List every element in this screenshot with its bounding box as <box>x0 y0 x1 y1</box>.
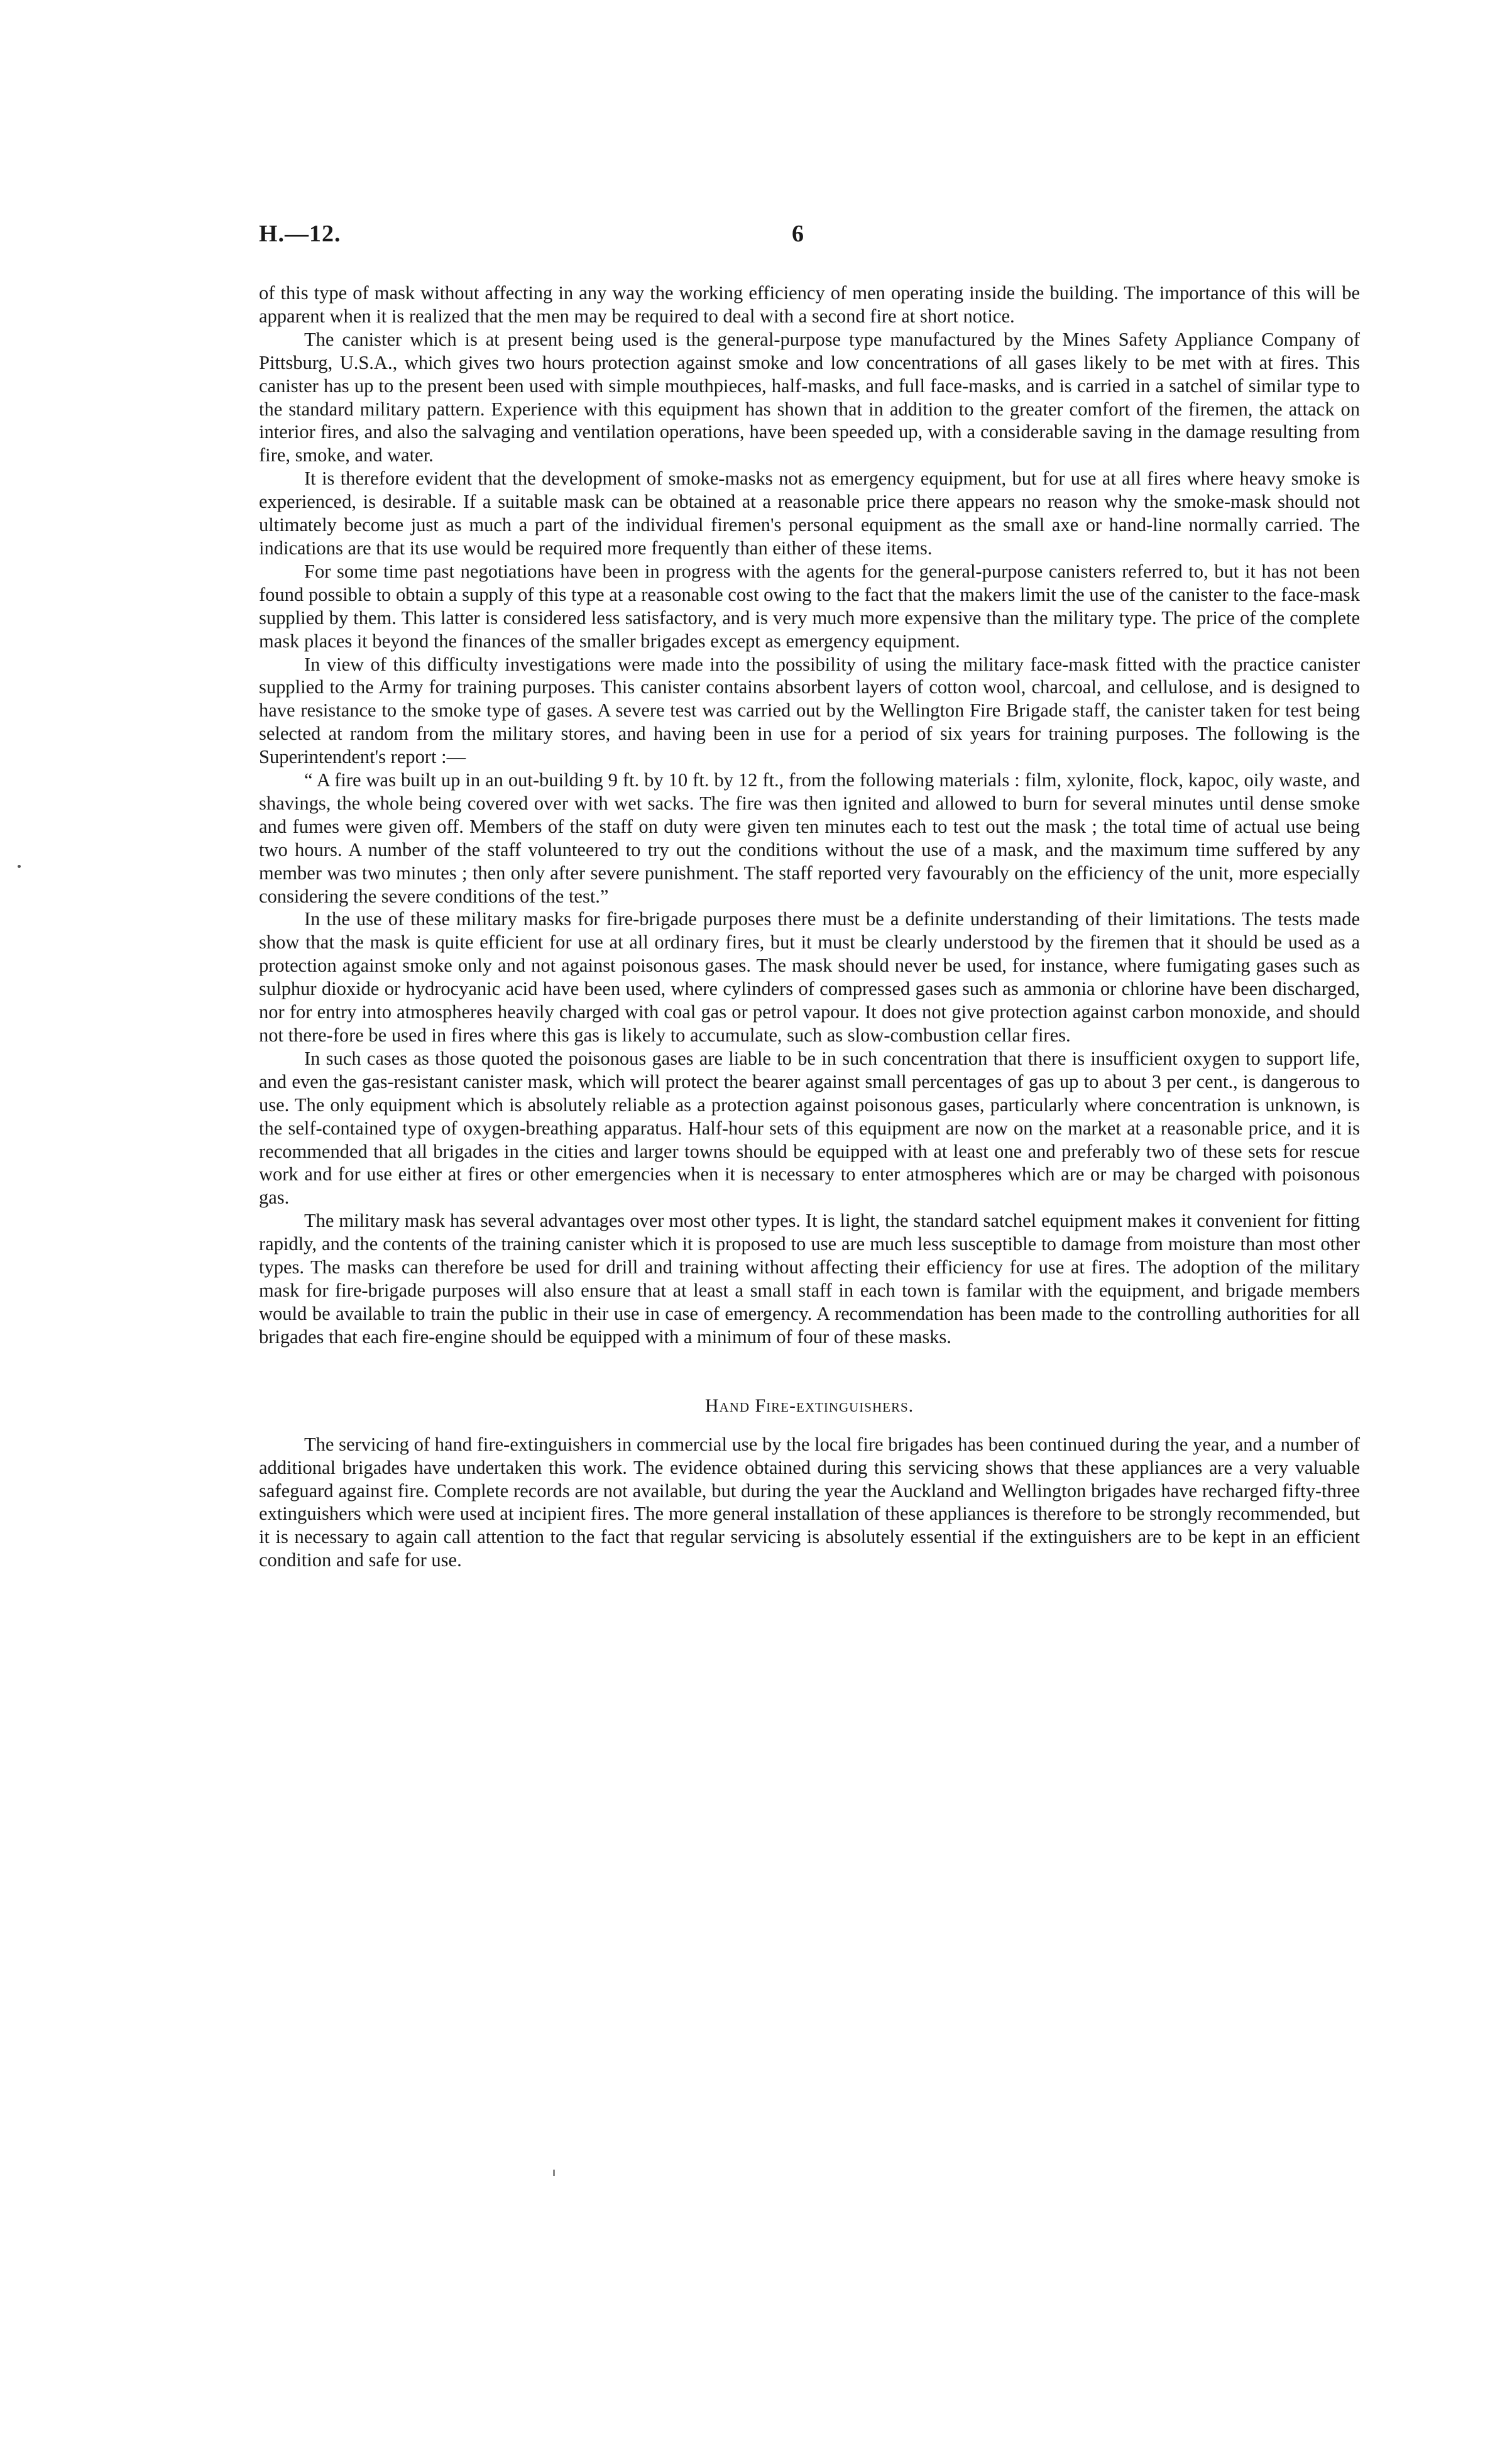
page-number: 6 <box>792 221 804 247</box>
running-head <box>259 220 1360 258</box>
section-text <box>259 1433 1360 1572</box>
paragraph-military-mask: The military mask has several advantages over most other types. It is light, the standard satchel equipment makes it convenient for fitting rapidly, and the contents of the training canister which it is proposed to use are much less susceptible to damage from moisture than most other types. The masks can therefore be used for drill and training without affecting their efficiency for use at fires. The adoption of the military mask for fire-brigade purposes will also ensure that at least a small staff in each town is familar with the equipment, and brigade members would be available to train the public in their use in case of emergency. A recommendation has been made to the controlling authorities for all brigades that each fire-engine should be equipped with a minimum of four of these masks. <box>259 1210 1360 1348</box>
tail-mark <box>553 2170 555 2176</box>
paragraph-investigations: In view of this difficulty investigations were made into the possibility of using the military face-mask fitted with the practice canister supplied to the Army for training purposes. This canister contains absorbent layers of cotton wool, charcoal, and cellulose, and is designed to have resistance to the smoke type of gases. A severe test was carried out by the Wellington Fire Brigade staff, the canister taken for test being selected at random from the military stores, and having been in use for a period of six years for training purposes. The following is the Superintendent's report :— <box>259 653 1360 768</box>
document-page <box>259 220 1360 1572</box>
paragraph-limitations: In the use of these military masks for fire-brigade purposes there must be a definite understanding of their limitations. The tests made show that the mask is quite efficient for use at all ordinary fires, but it must be clearly understood by the firemen that it should be used as a protection against smoke only and not against poisonous gases. The mask should never be used, for instance, where fumigating gases such as sulphur dioxide or hydrocyanic acid have been used, where cylinders of compressed gases such as ammonia or chlorine have been discharged, nor for entry into atmospheres heavily charged with coal gas or petrol vapour. It does not give protection against carbon monoxide, and should not there-fore be used in fires where this gas is likely to accumulate, such as slow-combustion cellar fires. <box>259 908 1360 1046</box>
paragraph-poisonous-gases: In such cases as those quoted the poisonous gases are liable to be in such concentration that there is insufficient oxygen to support life, and even the gas-resistant canister mask, which will protect the bearer against small percentages of gas up to about 3 per cent., is dangerous to use. The only equipment which is absolutely reliable as a protection against poisonous gases, particularly where concentration is unknown, is the self-contained type of oxygen-breathing apparatus. Half-hour sets of this equipment are now on the market at a reasonable price, and it is recommended that all brigades in the cities and larger towns should be equipped with at least one and preferably two of these sets for rescue work and for use either at fires or other emergencies when it is necessary to enter atmospheres which are or may be charged with poisonous gas. <box>259 1047 1360 1209</box>
paragraph-extinguishers: The servicing of hand fire-extinguishers in commercial use by the local fire brigades has been continued during the year, and a number of additional brigades have undertaken this work. The evidence obtained during this servicing shows that these appliances are a very valuable safeguard against fire. Complete records are not available, but during the year the Auckland and Wellington brigades have recharged fifty-three extinguishers which were used at incipient fires. The more general installation of these appliances is therefore to be strongly recommended, but it is necessary to again call attention to the fact that regular servicing is absolutely essential if the extinguishers are to be kept in an efficient condition and safe for use. <box>259 1433 1360 1571</box>
section-heading: Hand Fire-extinguishers. <box>704 1395 914 1416</box>
body-text <box>259 282 1360 1349</box>
paragraph-canister: The canister which is at present being used is the general-purpose type manufactured by the Mines Safety Appliance Company of Pittsburg, U.S.A., which gives two hours protection against smoke and low concentrations of all gases likely to be met with at fires. This canister has up to the present been used with simple mouthpieces, half-masks, and full face-masks, and is carried in a satchel of similar type to the standard military pattern. Experience with this equipment has shown that in addition to the greater comfort of the firemen, the attack on interior fires, and also the salvaging and ventilation operations, have been speeded up, with a considerable saving in the damage resulting from fire, smoke, and water. <box>259 328 1360 466</box>
paragraph-superintendent-report: “ A fire was built up in an out-building 9 ft. by 10 ft. by 12 ft., from the following materials : film, xylonite, flock, kapoc, oily waste, and shavings, the whole being covered over with wet sacks. The fire was then ignited and allowed to burn for several minutes until dense smoke and fumes were given off. Members of the staff on duty were given ten minutes each to test out the mask ; the total time of actual use being two hours. A number of the staff volunteered to try out the conditions without the use of a mask, and the maximum time suffered by any member was two minutes ; then only after severe punishment. The staff reported very favourably on the efficiency of the unit, more especially considering the severe conditions of the test.” <box>259 769 1360 907</box>
margin-mark <box>18 865 21 868</box>
report-reference: H.—12. <box>259 221 341 247</box>
paragraph-continued: of this type of mask without affecting in any way the working efficiency of men operating inside the building. The importance of this will be apparent when it is realized that the men may be required to deal with a second fire at short notice. <box>259 282 1360 327</box>
paragraph-smoke-masks: It is therefore evident that the development of smoke-masks not as emergency equipment, but for use at all fires where heavy smoke is experienced, is desirable. If a suitable mask can be obtained at a reasonable price there appears no reason why the smoke-mask should not ultimately become just as much a part of the individual firemen's personal equipment as the small axe or hand-line normally carried. The indications are that its use would be required more frequently than either of these items. <box>259 468 1360 559</box>
paragraph-negotiations: For some time past negotiations have been in progress with the agents for the general-purpose canisters referred to, but it has not been found possible to obtain a supply of this type at a reasonable cost owing to the fact that the makers limit the use of the canister to the face-mask supplied by them. This latter is considered less satisfactory, and is very much more expensive than the military type. The price of the complete mask places it beyond the finances of the smaller brigades except as emergency equipment. <box>259 560 1360 652</box>
